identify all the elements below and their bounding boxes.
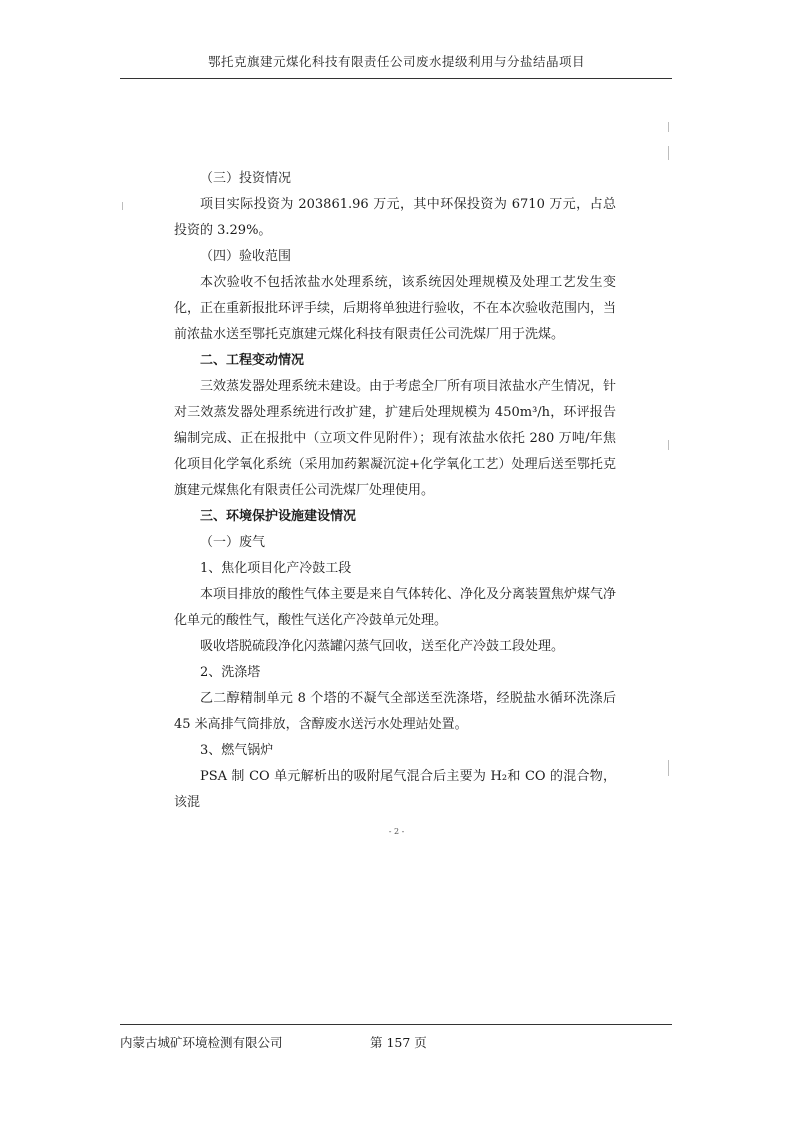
paragraph-changes: 三效蒸发器处理系统未建设。由于考虑全厂所有项目浓盐水产生情况，针对三效蒸发器处理系统进行改扩建，扩建后处理规模为 450m³/h，环评报告编制完成、正在报批中（立项文件见附件）；现有浓盐水依托 280 万吨/年焦化项目化学氧化系统（采用加药絮凝沉淀+化学氧化工艺）处理后送至鄂托克旗建元煤焦化有限责任公司洗煤厂处理使用。 bbox=[174, 379, 617, 498]
paragraph-absorber: 吸收塔脱硫段净化闪蒸罐闪蒸气回收，送至化产冷鼓工段处理。 bbox=[200, 639, 565, 654]
section-heading-investment: （三）投资情况 bbox=[200, 171, 292, 186]
inner-page-number: - 2 - bbox=[388, 827, 405, 836]
footer-divider bbox=[120, 1024, 672, 1025]
subheading-gas-boiler: 3、燃气锅炉 bbox=[200, 743, 274, 758]
paragraph-acid-gas: 本项目排放的酸性气体主要是来自气体转化、净化及分离装置焦炉煤气净化单元的酸性气，酸性气送化产冷鼓单元处理。 bbox=[174, 587, 617, 628]
subheading-exhaust-gas: （一）废气 bbox=[200, 535, 266, 550]
scan-mark bbox=[668, 146, 669, 160]
section-heading-changes: 二、工程变动情况 bbox=[200, 353, 305, 368]
paragraph-scrubber: 乙二醇精制单元 8 个塔的不凝气全部送至洗涤塔，经脱盐水循环洗涤后 45 米高排气筒排放，含醇废水送污水处理站处置。 bbox=[174, 691, 616, 732]
scan-mark bbox=[668, 440, 669, 450]
header-divider bbox=[120, 78, 672, 79]
section-heading-scope: （四）验收范围 bbox=[200, 249, 292, 264]
paragraph-scope: 本次验收不包括浓盐水处理系统，该系统因处理规模及处理工艺发生变化，正在重新报批环评手续，后期将单独进行验收，不在本次验收范围内，当前浓盐水送至鄂托克旗建元煤化科技有限责任公司洗煤厂用于洗煤。 bbox=[174, 275, 617, 342]
section-heading-env-facilities: 三、环境保护设施建设情况 bbox=[200, 509, 357, 524]
scan-mark bbox=[668, 760, 669, 776]
scan-mark bbox=[668, 122, 669, 132]
paragraph-gas-boiler: PSA 制 CO 单元解析出的吸附尾气混合后主要为 H₂和 CO 的混合物，该混 bbox=[174, 769, 616, 810]
footer-company-name: 内蒙古城矿环境检测有限公司 bbox=[120, 1035, 283, 1050]
document-body bbox=[174, 166, 616, 816]
subheading-scrubber: 2、洗涤塔 bbox=[200, 665, 261, 680]
footer-page-number: 第 157 页 bbox=[370, 1035, 427, 1050]
paragraph-investment: 项目实际投资为 203861.96 万元，其中环保投资为 6710 万元，占总投资的 3.29%。 bbox=[174, 197, 616, 238]
page-header-title: 鄂托克旗建元煤化科技有限责任公司废水提级利用与分盐结晶项目 bbox=[207, 54, 585, 69]
subheading-coking: 1、焦化项目化产冷鼓工段 bbox=[200, 561, 352, 576]
scan-mark bbox=[122, 202, 123, 210]
